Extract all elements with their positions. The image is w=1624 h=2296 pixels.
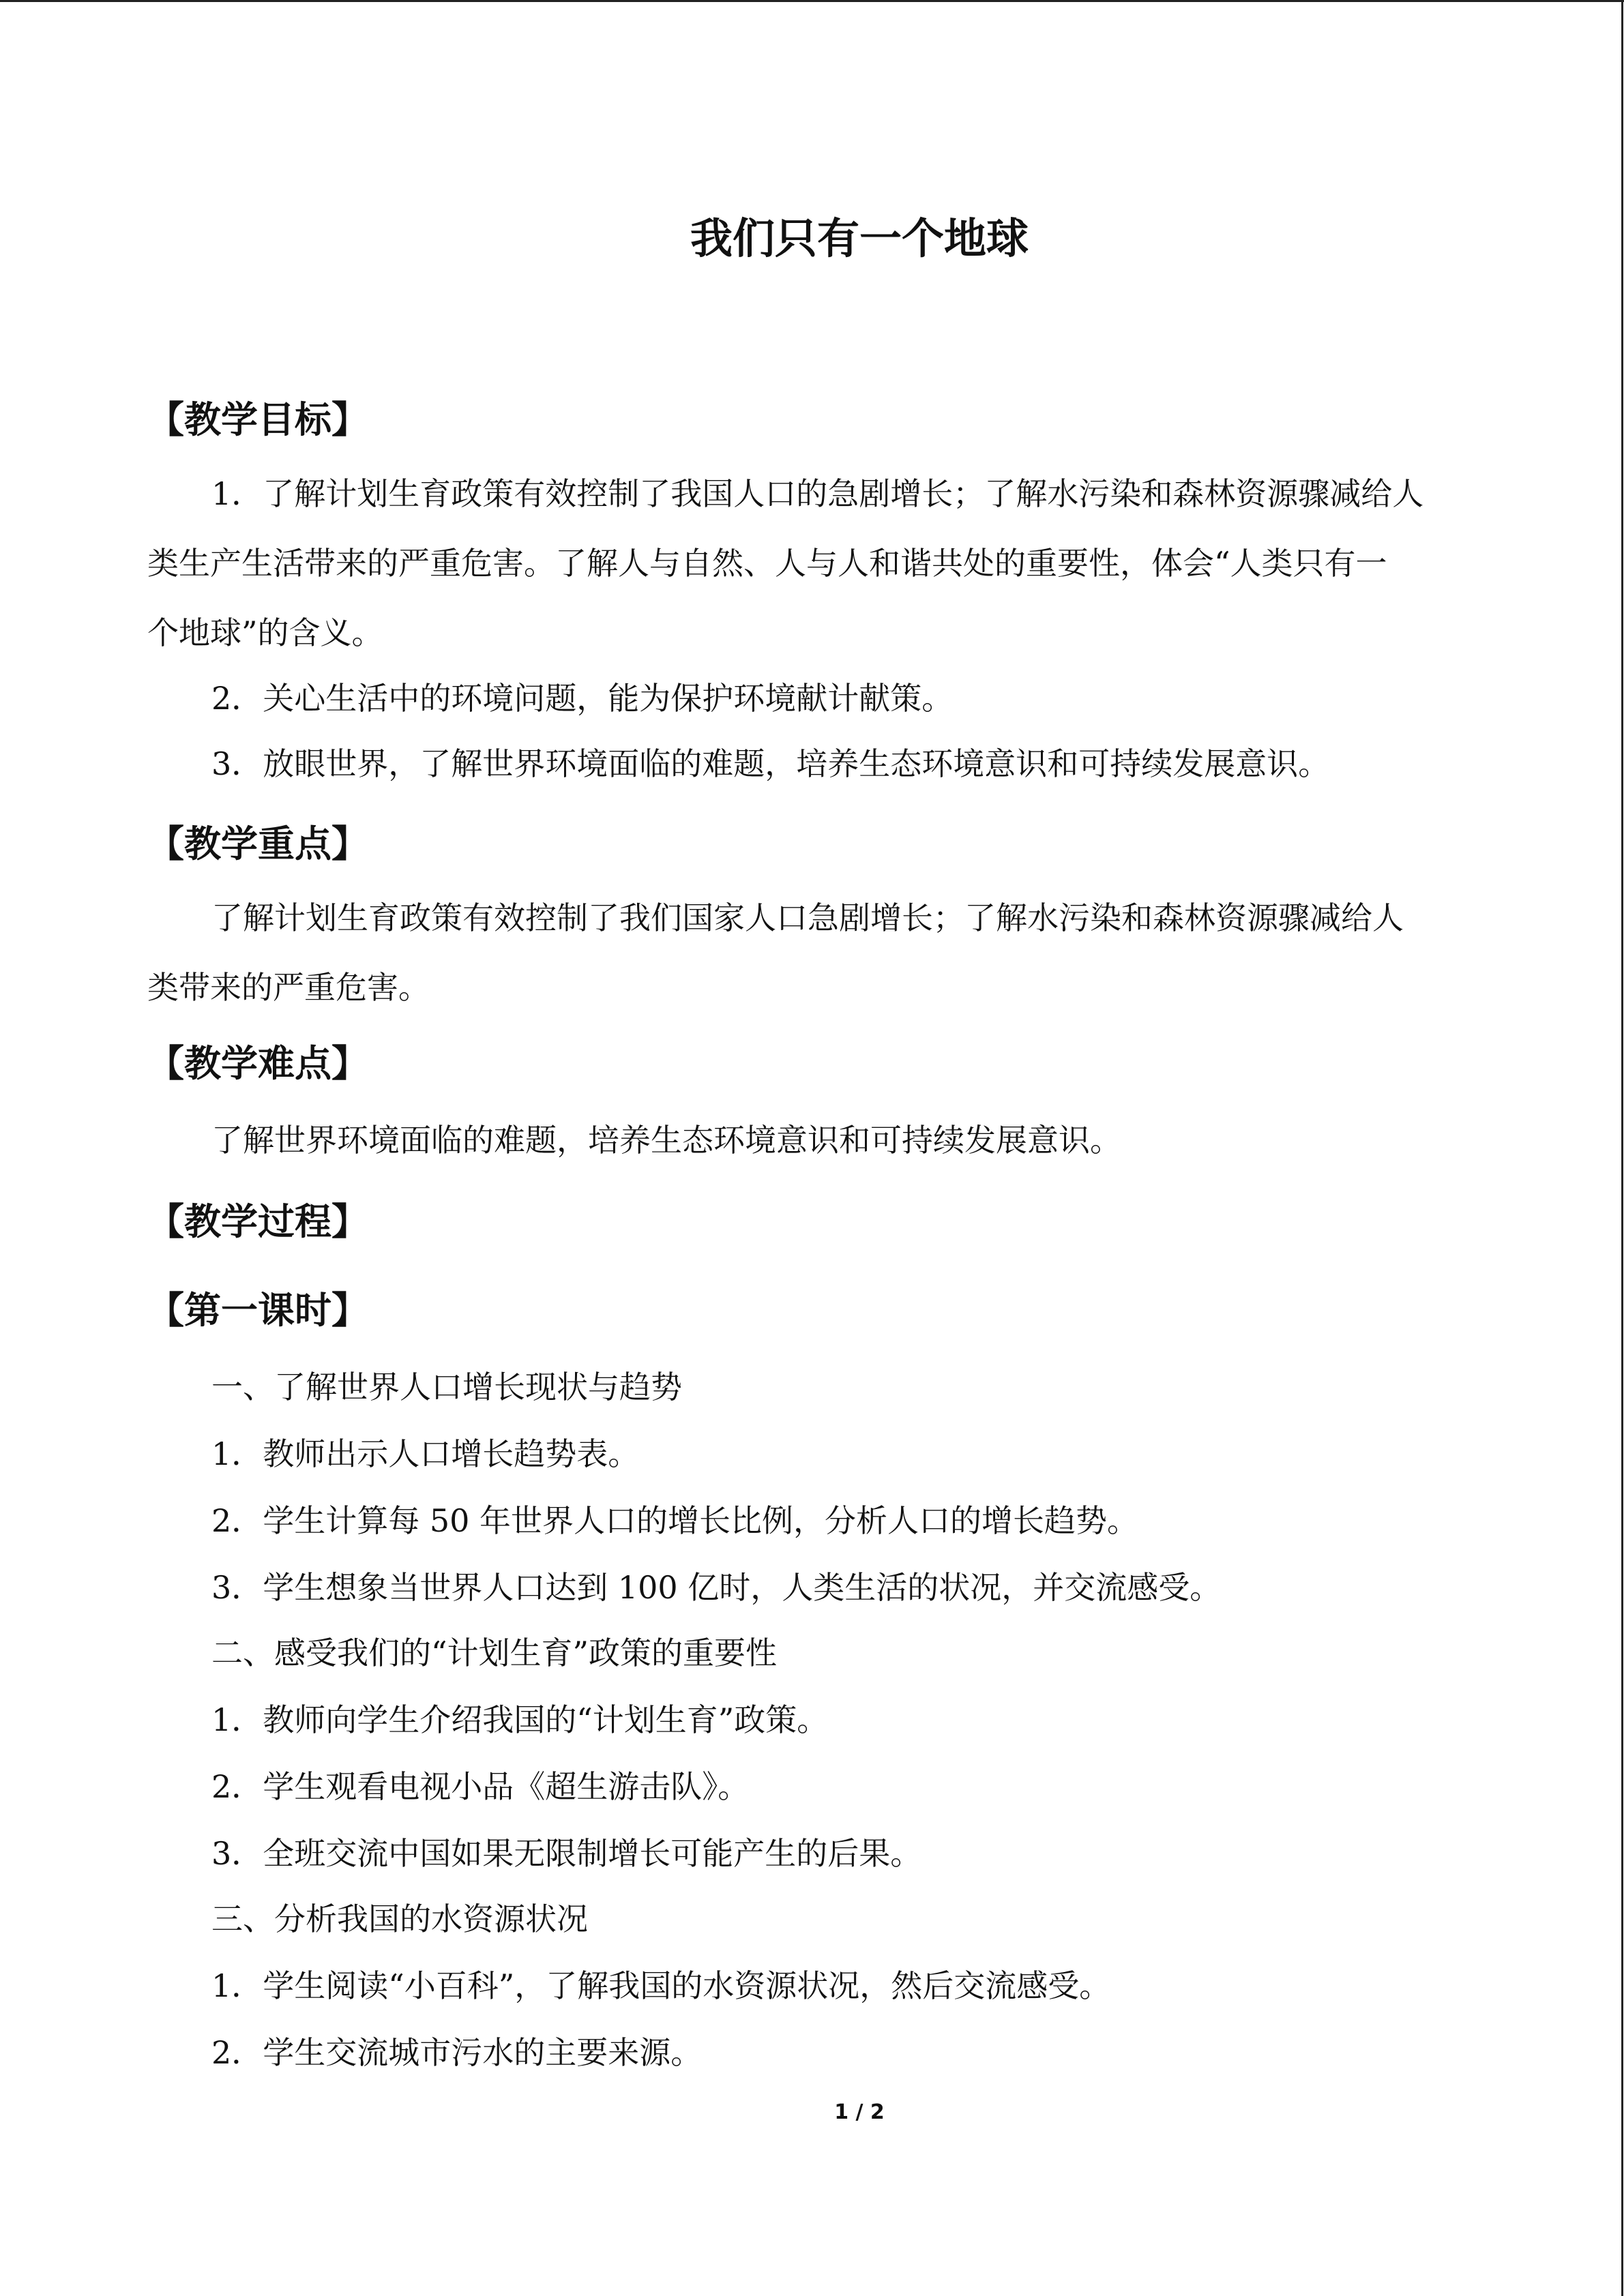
difficulties-text: 了解世界环境面临的难题，培养生态环境意识和可持续发展意识。	[211, 1122, 1121, 1159]
section-heading-process: 【教学过程】	[147, 1199, 368, 1243]
objective-3: 3．放眼世界，了解世界环境面临的难题，培养生态环境意识和可持续发展意识。	[211, 745, 1330, 782]
page-number: 1 / 2	[834, 2100, 885, 2124]
document-title: 我们只有一个地球	[690, 213, 1029, 263]
key-points-line-1: 了解计划生育政策有效控制了我们国家人口急剧增长；了解水污染和森林资源骤减给人	[211, 899, 1404, 936]
objective-1-line-2: 类生产生活带来的严重危害。了解人与自然、人与人和谐共处的重要性，体会“人类只有一	[147, 545, 1387, 582]
lesson1-part1-item-3: 3．学生想象当世界人口达到 100 亿时，人类生活的状况，并交流感受。	[211, 1569, 1222, 1606]
key-points-line-2: 类带来的严重危害。	[147, 969, 430, 1006]
section-heading-lesson-1: 【第一课时】	[147, 1288, 368, 1332]
lesson1-part1-item-1: 1．教师出示人口增长趋势表。	[211, 1435, 640, 1472]
section-heading-objectives: 【教学目标】	[147, 398, 368, 441]
page-right-border	[1621, 0, 1623, 2296]
objective-1-line-3: 个地球”的含义。	[147, 614, 383, 651]
section-heading-key-points: 【教学重点】	[147, 822, 368, 865]
page-top-border	[0, 0, 1624, 2]
lesson1-part2-title: 二、感受我们的“计划生育”政策的重要性	[211, 1635, 778, 1671]
lesson1-part2-item-2: 2．学生观看电视小品《超生游击队》。	[211, 1768, 750, 1805]
objective-1-line-1: 1．了解计划生育政策有效控制了我国人口的急剧增长；了解水污染和森林资源骤减给人	[211, 475, 1424, 512]
lesson1-part3-item-1: 1．学生阅读“小百科”，了解我国的水资源状况，然后交流感受。	[211, 1967, 1111, 2004]
objective-2: 2．关心生活中的环境问题，能为保护环境献计献策。	[211, 680, 954, 717]
lesson1-part1-item-2: 2．学生计算每 50 年世界人口的增长比例，分析人口的增长趋势。	[211, 1502, 1139, 1539]
lesson1-part3-title: 三、分析我国的水资源状况	[211, 1900, 588, 1937]
section-heading-difficulties: 【教学难点】	[147, 1041, 368, 1085]
lesson1-part2-item-3: 3．全班交流中国如果无限制增长可能产生的后果。	[211, 1835, 922, 1872]
lesson1-part1-title: 一、了解世界人口增长现状与趋势	[211, 1369, 682, 1405]
lesson1-part2-item-1: 1．教师向学生介绍我国的“计划生育”政策。	[211, 1701, 829, 1738]
lesson1-part3-item-2: 2．学生交流城市污水的主要来源。	[211, 2034, 703, 2071]
